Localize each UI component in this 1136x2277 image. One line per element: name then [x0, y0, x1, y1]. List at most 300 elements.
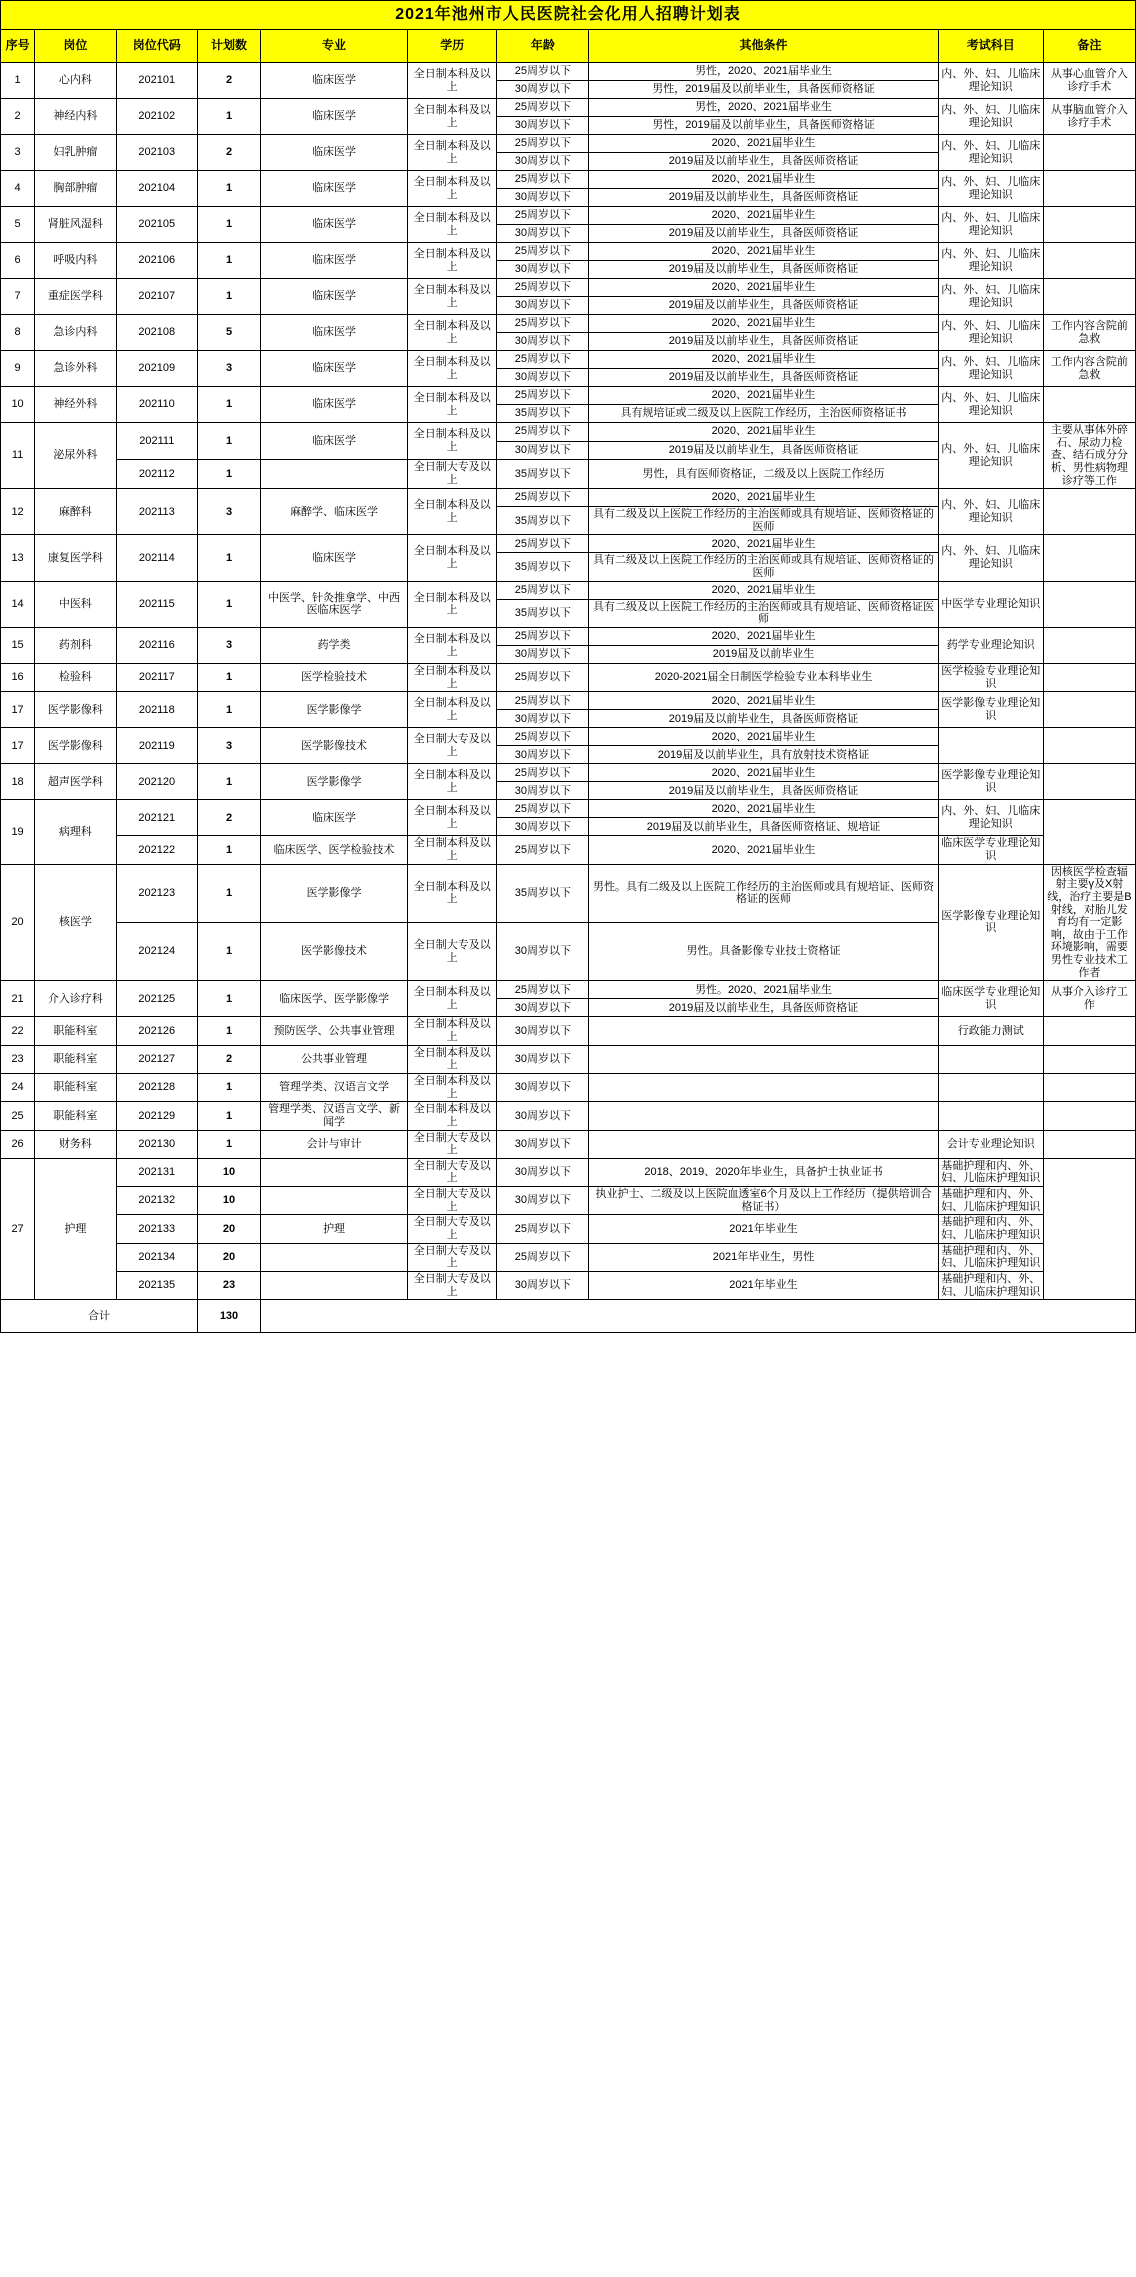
col-header-plan: 计划数 — [197, 30, 260, 63]
cell-other: 2020、2021届毕业生 — [589, 387, 938, 405]
cell-other: 男性，2019届及以前毕业生，具备医师资格证 — [589, 81, 938, 99]
cell-note — [1043, 628, 1135, 664]
cell-major: 临床医学 — [261, 63, 408, 99]
cell-age: 30周岁以下 — [497, 117, 589, 135]
cell-age: 25周岁以下 — [497, 171, 589, 189]
cell-other: 2020、2021届毕业生 — [589, 692, 938, 710]
cell-other: 男性，具有医师资格证，二级及以上医院工作经历 — [589, 460, 938, 489]
table-row — [1, 1215, 1136, 1243]
cell-other: 2020、2021届毕业生 — [589, 423, 938, 442]
cell-age: 25周岁以下 — [497, 279, 589, 297]
cell-major: 公共事业管理 — [261, 1045, 408, 1073]
cell-other: 2021年毕业生 — [589, 1271, 938, 1299]
cell-age: 25周岁以下 — [497, 535, 589, 553]
cell-edu: 全日制本科及以上 — [408, 1073, 497, 1101]
cell-code: 202134 — [116, 1243, 197, 1271]
cell-plan: 1 — [197, 581, 260, 627]
col-header-note: 备注 — [1043, 30, 1135, 63]
cell-seq: 14 — [1, 581, 35, 627]
cell-post: 医学影像科 — [35, 692, 116, 728]
cell-plan: 1 — [197, 1102, 260, 1130]
cell-seq: 24 — [1, 1073, 35, 1101]
cell-age: 25周岁以下 — [497, 1215, 589, 1243]
cell-other: 2020、2021届毕业生 — [589, 764, 938, 782]
cell-post: 药剂科 — [35, 628, 116, 664]
cell-other — [589, 1017, 938, 1045]
cell-code: 202107 — [116, 279, 197, 315]
cell-age: 30周岁以下 — [497, 746, 589, 764]
cell-edu: 全日制本科及以上 — [408, 99, 497, 135]
cell-age: 25周岁以下 — [497, 728, 589, 746]
cell-other: 2020、2021届毕业生 — [589, 207, 938, 225]
cell-other: 2020、2021届毕业生 — [589, 628, 938, 646]
table-row — [1, 764, 1136, 782]
cell-age: 30周岁以下 — [497, 81, 589, 99]
cell-exam: 基础护理和内、外、妇、儿临床护理知识 — [938, 1158, 1043, 1186]
cell-code: 202102 — [116, 99, 197, 135]
cell-exam: 内、外、妇、儿临床理论知识 — [938, 800, 1043, 836]
table-row — [1, 489, 1136, 507]
cell-other: 2020、2021届毕业生 — [589, 728, 938, 746]
cell-edu: 全日制本科及以上 — [408, 981, 497, 1017]
cell-code: 202108 — [116, 315, 197, 351]
cell-code: 202118 — [116, 692, 197, 728]
cell-note — [1043, 387, 1135, 423]
cell-exam: 内、外、妇、儿临床理论知识 — [938, 279, 1043, 315]
cell-exam: 内、外、妇、儿临床理论知识 — [938, 135, 1043, 171]
cell-exam: 内、外、妇、儿临床理论知识 — [938, 387, 1043, 423]
total-label: 合计 — [1, 1300, 198, 1333]
cell-age: 30周岁以下 — [497, 646, 589, 664]
table-row — [1, 1130, 1136, 1158]
cell-other: 2021年毕业生 — [589, 1215, 938, 1243]
cell-post: 妇乳肿瘤 — [35, 135, 116, 171]
cell-other: 2019届及以前毕业生，具备医师资格证 — [589, 782, 938, 800]
cell-other: 2019届及以前毕业生，具备医师资格证 — [589, 710, 938, 728]
table-row — [1, 387, 1136, 405]
table-row — [1, 1102, 1136, 1130]
cell-edu: 全日制本科及以上 — [408, 63, 497, 99]
cell-post: 介入诊疗科 — [35, 981, 116, 1017]
cell-other: 2019届及以前毕业生，具备医师资格证 — [589, 333, 938, 351]
cell-major: 医学影像学 — [261, 864, 408, 922]
cell-code: 202125 — [116, 981, 197, 1017]
cell-age: 25周岁以下 — [497, 692, 589, 710]
cell-age: 30周岁以下 — [497, 1045, 589, 1073]
cell-age: 25周岁以下 — [497, 581, 589, 599]
table-row — [1, 315, 1136, 333]
cell-major: 临床医学 — [261, 135, 408, 171]
cell-note — [1043, 692, 1135, 728]
cell-seq: 15 — [1, 628, 35, 664]
table-row — [1, 1073, 1136, 1101]
cell-code: 202131 — [116, 1158, 197, 1186]
cell-age: 25周岁以下 — [497, 423, 589, 442]
cell-note — [1043, 207, 1135, 243]
cell-age: 25周岁以下 — [497, 981, 589, 999]
cell-exam: 内、外、妇、儿临床理论知识 — [938, 535, 1043, 581]
cell-code: 202104 — [116, 171, 197, 207]
cell-exam: 基础护理和内、外、妇、儿临床护理知识 — [938, 1243, 1043, 1271]
cell-code: 202115 — [116, 581, 197, 627]
cell-age: 35周岁以下 — [497, 599, 589, 627]
cell-age: 30周岁以下 — [497, 1158, 589, 1186]
cell-age: 35周岁以下 — [497, 507, 589, 535]
cell-seq: 3 — [1, 135, 35, 171]
cell-code: 202119 — [116, 728, 197, 764]
cell-seq: 27 — [1, 1158, 35, 1299]
cell-other: 2018、2019、2020年毕业生，具备护士执业证书 — [589, 1158, 938, 1186]
cell-major — [261, 1243, 408, 1271]
cell-code: 202116 — [116, 628, 197, 664]
cell-other: 男性。具有二级及以上医院工作经历的主治医师或具有规培证、医师资格证的医师 — [589, 864, 938, 922]
table-row — [1, 1017, 1136, 1045]
cell-other: 2020、2021届毕业生 — [589, 836, 938, 864]
cell-seq: 25 — [1, 1102, 35, 1130]
cell-edu: 全日制本科及以上 — [408, 628, 497, 664]
cell-age: 30周岁以下 — [497, 441, 589, 460]
cell-exam — [938, 728, 1043, 764]
cell-edu: 全日制大专及以上 — [408, 1271, 497, 1299]
cell-other: 男性，2019届及以前毕业生，具备医师资格证 — [589, 117, 938, 135]
cell-major — [261, 460, 408, 489]
cell-major: 预防医学、公共事业管理 — [261, 1017, 408, 1045]
cell-seq: 5 — [1, 207, 35, 243]
cell-other: 2020、2021届毕业生 — [589, 171, 938, 189]
cell-exam: 临床医学专业理论知识 — [938, 981, 1043, 1017]
cell-post: 呼吸内科 — [35, 243, 116, 279]
cell-note — [1043, 1045, 1135, 1073]
cell-major: 医学影像技术 — [261, 922, 408, 980]
cell-edu: 全日制本科及以上 — [408, 1045, 497, 1073]
cell-code: 202112 — [116, 460, 197, 489]
col-header-other: 其他条件 — [589, 30, 938, 63]
cell-plan: 3 — [197, 628, 260, 664]
cell-edu: 全日制本科及以上 — [408, 489, 497, 535]
table-row — [1, 981, 1136, 999]
cell-exam: 行政能力测试 — [938, 1017, 1043, 1045]
cell-major: 临床医学 — [261, 423, 408, 460]
cell-code: 202113 — [116, 489, 197, 535]
cell-note — [1043, 581, 1135, 627]
table-row — [1, 628, 1136, 646]
cell-exam: 基础护理和内、外、妇、儿临床护理知识 — [938, 1215, 1043, 1243]
cell-other: 2020、2021届毕业生 — [589, 489, 938, 507]
cell-other: 2019届及以前毕业生，具备医师资格证、规培证 — [589, 818, 938, 836]
table-row — [1, 207, 1136, 225]
cell-note — [1043, 1073, 1135, 1101]
cell-edu: 全日制本科及以上 — [408, 171, 497, 207]
cell-post: 神经外科 — [35, 387, 116, 423]
cell-other: 2020、2021届毕业生 — [589, 581, 938, 599]
cell-plan: 1 — [197, 243, 260, 279]
cell-age: 25周岁以下 — [497, 764, 589, 782]
cell-age: 30周岁以下 — [497, 1187, 589, 1215]
cell-seq: 17 — [1, 728, 35, 764]
cell-exam: 基础护理和内、外、妇、儿临床护理知识 — [938, 1187, 1043, 1215]
cell-age: 30周岁以下 — [497, 999, 589, 1017]
cell-plan: 1 — [197, 836, 260, 864]
cell-code: 202132 — [116, 1187, 197, 1215]
cell-edu: 全日制本科及以上 — [408, 207, 497, 243]
cell-code: 202129 — [116, 1102, 197, 1130]
cell-age: 25周岁以下 — [497, 243, 589, 261]
cell-code: 202128 — [116, 1073, 197, 1101]
cell-note — [1043, 728, 1135, 764]
cell-seq: 4 — [1, 171, 35, 207]
cell-note — [1043, 279, 1135, 315]
total-blank — [261, 1300, 1136, 1333]
table-row — [1, 1187, 1136, 1215]
table-row — [1, 171, 1136, 189]
col-header-major: 专业 — [261, 30, 408, 63]
cell-major: 临床医学 — [261, 279, 408, 315]
cell-exam: 临床医学专业理论知识 — [938, 836, 1043, 864]
cell-other: 2019届及以前毕业生，具备医师资格证 — [589, 297, 938, 315]
cell-other: 2019届及以前毕业生，具有放射技术资格证 — [589, 746, 938, 764]
table-row — [1, 1243, 1136, 1271]
cell-plan: 1 — [197, 535, 260, 581]
cell-edu: 全日制本科及以上 — [408, 243, 497, 279]
cell-note — [1043, 764, 1135, 800]
table-row — [1, 351, 1136, 369]
cell-plan: 2 — [197, 1045, 260, 1073]
cell-age: 30周岁以下 — [497, 333, 589, 351]
cell-major: 医学影像学 — [261, 692, 408, 728]
cell-other: 2019届及以前毕业生，具备医师资格证 — [589, 225, 938, 243]
cell-edu: 全日制本科及以上 — [408, 135, 497, 171]
cell-major: 临床医学 — [261, 207, 408, 243]
cell-seq: 8 — [1, 315, 35, 351]
cell-seq: 10 — [1, 387, 35, 423]
cell-seq: 21 — [1, 981, 35, 1017]
cell-age: 25周岁以下 — [497, 63, 589, 81]
cell-exam — [938, 1073, 1043, 1101]
cell-edu: 全日制大专及以上 — [408, 1158, 497, 1186]
cell-major: 管理学类、汉语言文学、新闻学 — [261, 1102, 408, 1130]
col-header-seq: 序号 — [1, 30, 35, 63]
cell-plan: 20 — [197, 1215, 260, 1243]
table-head — [1, 1, 1136, 63]
table-row — [1, 1158, 1136, 1186]
cell-other: 2019届及以前毕业生，具备医师资格证 — [589, 153, 938, 171]
cell-plan: 2 — [197, 63, 260, 99]
col-header-edu: 学历 — [408, 30, 497, 63]
table-row — [1, 423, 1136, 442]
cell-edu: 全日制大专及以上 — [408, 1215, 497, 1243]
cell-age: 30周岁以下 — [497, 225, 589, 243]
table-row — [1, 864, 1136, 922]
table-row — [1, 581, 1136, 599]
cell-exam: 内、外、妇、儿临床理论知识 — [938, 99, 1043, 135]
cell-post: 职能科室 — [35, 1073, 116, 1101]
cell-other: 2020、2021届毕业生 — [589, 279, 938, 297]
cell-plan: 1 — [197, 922, 260, 980]
cell-other: 2019届及以前毕业生，具备医师资格证 — [589, 441, 938, 460]
col-header-code: 岗位代码 — [116, 30, 197, 63]
cell-major: 医学影像学 — [261, 764, 408, 800]
cell-other: 执业护士、二级及以上医院血透室6个月及以上工作经历（提供培训合格证书） — [589, 1187, 938, 1215]
cell-age: 30周岁以下 — [497, 710, 589, 728]
cell-age: 35周岁以下 — [497, 405, 589, 423]
cell-post: 胸部肿瘤 — [35, 171, 116, 207]
cell-other: 2020、2021届毕业生 — [589, 315, 938, 333]
cell-age: 25周岁以下 — [497, 836, 589, 864]
cell-age: 25周岁以下 — [497, 315, 589, 333]
cell-other: 2020、2021届毕业生 — [589, 135, 938, 153]
cell-plan: 10 — [197, 1158, 260, 1186]
cell-age: 30周岁以下 — [497, 369, 589, 387]
cell-seq: 6 — [1, 243, 35, 279]
cell-code: 202114 — [116, 535, 197, 581]
cell-note — [1043, 489, 1135, 535]
cell-seq: 2 — [1, 99, 35, 135]
cell-post: 超声医学科 — [35, 764, 116, 800]
cell-other: 男性。2020、2021届毕业生 — [589, 981, 938, 999]
cell-note — [1043, 664, 1135, 692]
cell-plan: 2 — [197, 800, 260, 836]
cell-age: 35周岁以下 — [497, 864, 589, 922]
cell-post: 护理 — [35, 1158, 116, 1299]
cell-exam: 医学影像专业理论知识 — [938, 692, 1043, 728]
cell-plan: 1 — [197, 423, 260, 460]
table-row — [1, 664, 1136, 692]
table-row — [1, 1271, 1136, 1299]
cell-post: 心内科 — [35, 63, 116, 99]
cell-post: 重症医学科 — [35, 279, 116, 315]
cell-edu: 全日制本科及以上 — [408, 1102, 497, 1130]
cell-post: 财务科 — [35, 1130, 116, 1158]
cell-other — [589, 1130, 938, 1158]
cell-note: 从事脑血管介入诊疗手术 — [1043, 99, 1135, 135]
cell-plan: 1 — [197, 99, 260, 135]
cell-code: 202135 — [116, 1271, 197, 1299]
cell-major: 临床医学 — [261, 535, 408, 581]
cell-major: 临床医学 — [261, 99, 408, 135]
cell-code: 202123 — [116, 864, 197, 922]
col-header-age: 年龄 — [497, 30, 589, 63]
cell-age: 25周岁以下 — [497, 628, 589, 646]
cell-post: 职能科室 — [35, 1045, 116, 1073]
cell-age: 30周岁以下 — [497, 189, 589, 207]
cell-code: 202111 — [116, 423, 197, 460]
cell-plan: 1 — [197, 864, 260, 922]
table-row — [1, 135, 1136, 153]
cell-seq: 12 — [1, 489, 35, 535]
cell-edu: 全日制本科及以上 — [408, 387, 497, 423]
cell-other: 2020、2021届毕业生 — [589, 351, 938, 369]
cell-edu: 全日制本科及以上 — [408, 1017, 497, 1045]
cell-seq: 20 — [1, 864, 35, 981]
cell-other: 具有二级及以上医院工作经历的主治医师或具有规培证、医师资格证的医师 — [589, 553, 938, 581]
cell-exam — [938, 1045, 1043, 1073]
table-row — [1, 99, 1136, 117]
cell-age: 25周岁以下 — [497, 135, 589, 153]
cell-note: 因核医学检查辐射主要γ及X射线，治疗主要是B射线，对胎儿发育均有一定影响，故由于工作环境影响，需要男性专业技术工作者 — [1043, 864, 1135, 981]
cell-exam: 内、外、妇、儿临床理论知识 — [938, 171, 1043, 207]
total-row — [1, 1300, 1136, 1333]
cell-plan: 1 — [197, 764, 260, 800]
cell-exam: 会计专业理论知识 — [938, 1130, 1043, 1158]
table-row — [1, 800, 1136, 818]
cell-major: 护理 — [261, 1215, 408, 1243]
cell-age: 30周岁以下 — [497, 261, 589, 279]
cell-plan: 1 — [197, 279, 260, 315]
cell-other — [589, 1073, 938, 1101]
cell-post: 检验科 — [35, 664, 116, 692]
cell-exam: 医学影像专业理论知识 — [938, 764, 1043, 800]
cell-age: 25周岁以下 — [497, 800, 589, 818]
cell-other — [589, 1102, 938, 1130]
cell-plan: 10 — [197, 1187, 260, 1215]
cell-plan: 1 — [197, 1073, 260, 1101]
cell-other: 2021年毕业生，男性 — [589, 1243, 938, 1271]
cell-code: 202109 — [116, 351, 197, 387]
cell-seq: 9 — [1, 351, 35, 387]
cell-post: 泌尿外科 — [35, 423, 116, 489]
cell-plan: 1 — [197, 1130, 260, 1158]
cell-exam — [938, 1102, 1043, 1130]
table-row — [1, 728, 1136, 746]
cell-seq: 23 — [1, 1045, 35, 1073]
cell-exam: 内、外、妇、儿临床理论知识 — [938, 243, 1043, 279]
cell-edu: 全日制本科及以上 — [408, 315, 497, 351]
cell-other: 男性，2020、2021届毕业生 — [589, 63, 938, 81]
cell-major: 临床医学 — [261, 243, 408, 279]
cell-other: 男性。具备影像专业技士资格证 — [589, 922, 938, 980]
cell-age: 25周岁以下 — [497, 99, 589, 117]
cell-note — [1043, 1017, 1135, 1045]
cell-code: 202105 — [116, 207, 197, 243]
cell-plan: 1 — [197, 1017, 260, 1045]
cell-plan: 1 — [197, 460, 260, 489]
cell-other — [589, 1045, 938, 1073]
cell-other: 2019届及以前毕业生，具备医师资格证 — [589, 999, 938, 1017]
cell-major: 临床医学 — [261, 800, 408, 836]
cell-code: 202103 — [116, 135, 197, 171]
cell-plan: 2 — [197, 135, 260, 171]
cell-note — [1043, 1130, 1135, 1158]
cell-other: 2020-2021届全日制医学检验专业本科毕业生 — [589, 664, 938, 692]
cell-exam: 内、外、妇、儿临床理论知识 — [938, 315, 1043, 351]
cell-other: 具有二级及以上医院工作经历的主治医师或具有规培证、医师资格证的医师 — [589, 507, 938, 535]
cell-post: 医学影像科 — [35, 728, 116, 764]
cell-post: 康复医学科 — [35, 535, 116, 581]
cell-post: 核医学 — [35, 864, 116, 981]
cell-plan: 1 — [197, 981, 260, 1017]
cell-seq: 1 — [1, 63, 35, 99]
cell-code: 202101 — [116, 63, 197, 99]
cell-exam: 药学专业理论知识 — [938, 628, 1043, 664]
cell-plan: 20 — [197, 1243, 260, 1271]
cell-edu: 全日制本科及以上 — [408, 800, 497, 836]
cell-major: 医学检验技术 — [261, 664, 408, 692]
cell-other: 具有二级及以上医院工作经历的主治医师或具有规培证、医师资格证医师 — [589, 599, 938, 627]
cell-exam: 内、外、妇、儿临床理论知识 — [938, 351, 1043, 387]
cell-age: 25周岁以下 — [497, 351, 589, 369]
cell-other: 2019届及以前毕业生 — [589, 646, 938, 664]
cell-age: 30周岁以下 — [497, 1017, 589, 1045]
cell-exam: 医学影像专业理论知识 — [938, 864, 1043, 981]
cell-exam: 内、外、妇、儿临床理论知识 — [938, 207, 1043, 243]
col-header-exam: 考试科目 — [938, 30, 1043, 63]
table-row — [1, 1045, 1136, 1073]
cell-seq: 17 — [1, 692, 35, 728]
cell-edu: 全日制大专及以上 — [408, 728, 497, 764]
table-row — [1, 243, 1136, 261]
cell-post: 肾脏风湿科 — [35, 207, 116, 243]
cell-code: 202124 — [116, 922, 197, 980]
